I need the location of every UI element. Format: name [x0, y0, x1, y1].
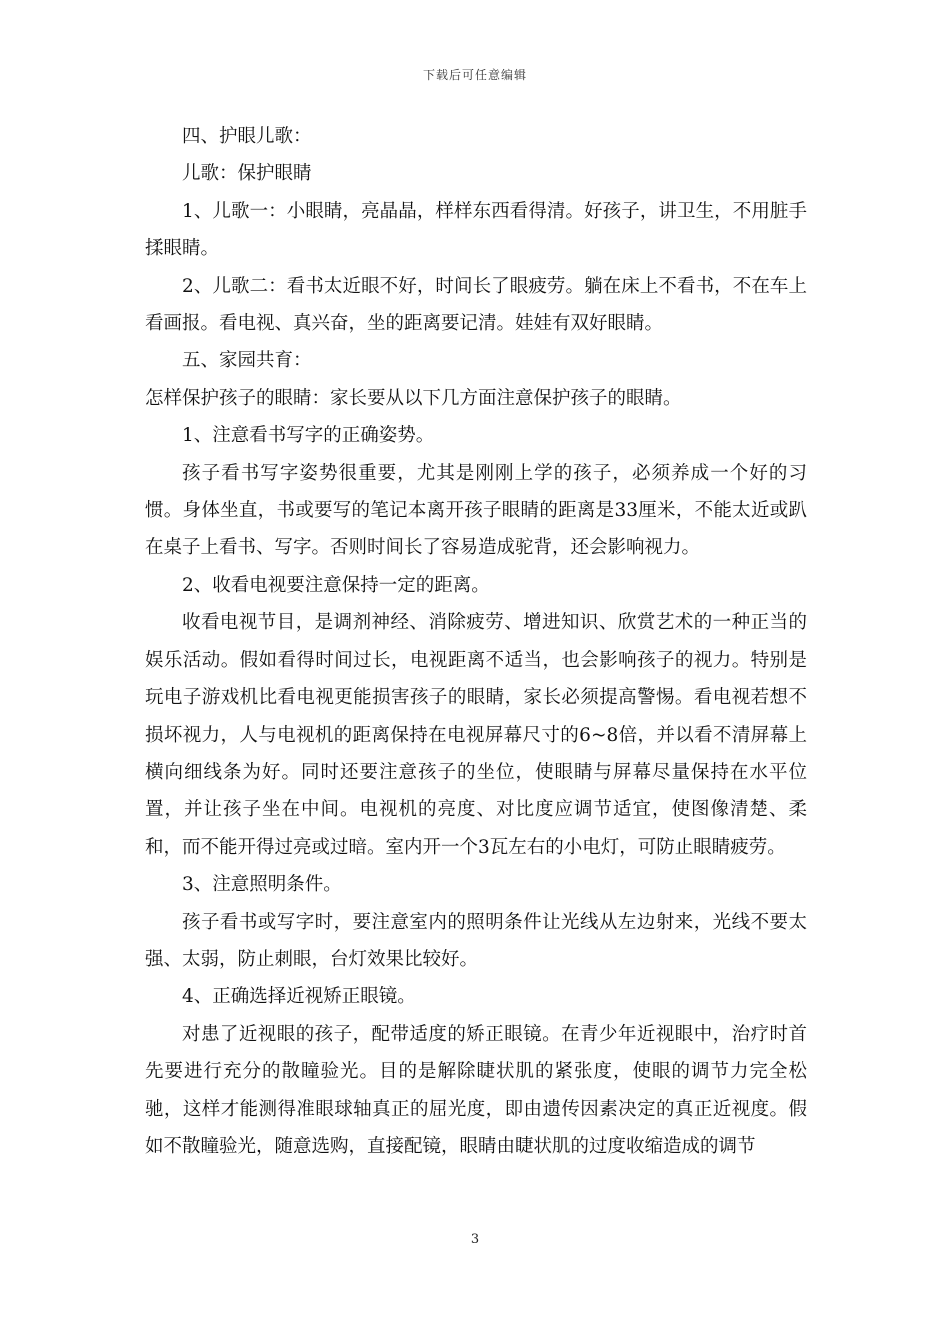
- section-heading-home-school: 五、家园共育：: [182, 350, 312, 372]
- point-2-heading: 2、收看电视要注意保持一定的距离。: [182, 574, 490, 596]
- intro-paragraph: 怎样保护孩子的眼睛：家长要从以下几方面注意保护孩子的眼睛。: [145, 387, 682, 409]
- point-2-body: 收看电视节目，是调剂神经、消除疲劳、增进知识、欣赏艺术的一种正当的娱乐活动。假如看得时间过长，电视距离不适当，也会影响孩子的视力。特别是玩电子游戏机比看电视更能损害孩子的眼睛，家长必须提高警惕。看电视若想不损坏视力，人与电视机的距离保持在电视屏幕尺寸的6~8倍，并以看不清屏幕上横向细线条为好。同时还要注意孩子的坐位，使眼睛与屏幕尽量保持在水平位置，并让孩子坐在中间。电视机的亮度、对比度应调节适宜，使图像清楚、柔和，而不能开得过亮或过暗。室内开一个3瓦左右的小电灯，可防止眼睛疲劳。: [145, 612, 807, 858]
- document-body: [145, 118, 807, 1165]
- rhyme-one: 1、儿歌一：小眼睛，亮晶晶，样样东西看得清。好孩子，讲卫生，不用脏手揉眼睛。: [145, 200, 807, 260]
- point-4-heading: 4、正确选择近视矫正眼镜。: [182, 986, 416, 1008]
- page-header-note: 下载后可任意编辑: [422, 68, 527, 82]
- page-number: 3: [470, 1232, 480, 1247]
- rhyme-two: 2、儿歌二：看书太近眼不好，时间长了眼疲劳。躺在床上不看书，不在车上看画报。看电视、真兴奋，坐的距离要记清。娃娃有双好眼睛。: [145, 275, 807, 335]
- point-3-body: 孩子看书或写字时，要注意室内的照明条件让光线从左边射来，光线不要太强、太弱，防止刺眼，台灯效果比较好。: [145, 911, 807, 970]
- rhyme-title: 儿歌：保护眼睛: [182, 163, 312, 185]
- point-1-heading: 1、注意看书写字的正确姿势。: [182, 425, 435, 447]
- point-3-heading: 3、注意照明条件。: [182, 874, 342, 896]
- point-4-body: 对患了近视眼的孩子，配带适度的矫正眼镜。在青少年近视眼中，治疗时首先要进行充分的散瞳验光。目的是解除睫状肌的紧张度，使眼的调节力完全松驰，这样才能测得准眼球轴真正的屈光度，即由遗传因素决定的真正近视度。假如不散瞳验光，随意选购，直接配镜，眼睛由睫状肌的过度收缩造成的调节: [145, 1023, 807, 1157]
- section-heading-eye-care-rhymes: 四、护眼儿歌：: [182, 126, 312, 147]
- point-1-body: 孩子看书写字姿势很重要，尤其是刚刚上学的孩子，必须养成一个好的习惯。身体坐直，书或要写的笔记本离开孩子眼睛的距离是33厘米，不能太近或趴在桌子上看书、写字。否则时间长了容易造成驼背，还会影响视力。: [145, 462, 807, 559]
